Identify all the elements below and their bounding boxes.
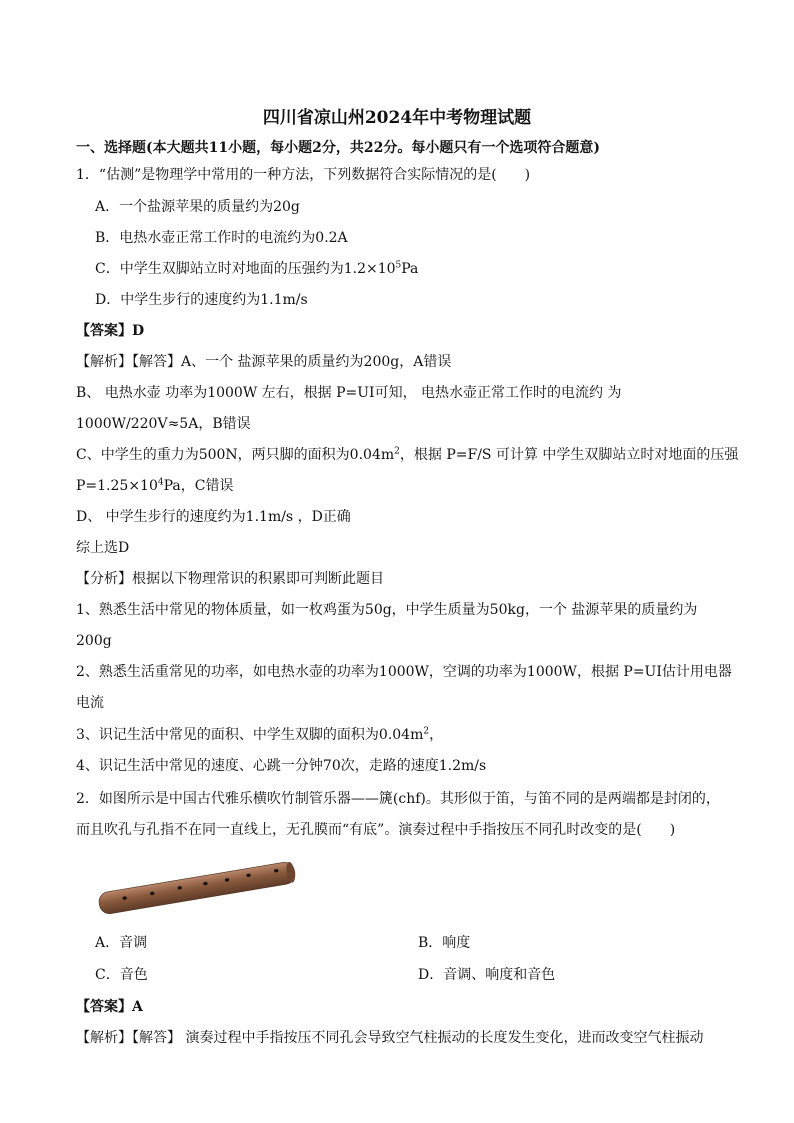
q2-option-a: A．音调 xyxy=(95,935,148,951)
q1-fenxi-area: 3、识记生活中常见的面积、中学生双脚的面积为0.04m xyxy=(76,727,424,743)
q1-analysis-line xyxy=(76,476,233,496)
chi-flute-image xyxy=(96,855,298,921)
q1-analysis-c1: C、中学生的重力为500N，两只脚的面积为0.04m xyxy=(76,447,395,463)
q1-fenxi-area-tail: ， xyxy=(429,727,444,743)
q2-answer: 【答案】A xyxy=(76,999,143,1015)
q1-option-a: A．一个盐源苹果的质量约为20g xyxy=(95,199,300,215)
q1-option-c xyxy=(95,259,418,279)
q1-option-c-exp: 5 xyxy=(395,260,402,271)
q1-fenxi-line: 2、熟悉生活重常见的功率，如电热水壶的功率为1000W，空调的功率为1000W，根据 P=UI估计用电器 xyxy=(76,664,732,680)
q2-option-d: D．音调、响度和音色 xyxy=(418,967,556,983)
page-title: 四川省凉山州2024年中考物理试题 xyxy=(262,108,532,128)
q2-option-c: C．音色 xyxy=(95,967,148,983)
q1-analysis-line: 综上选D xyxy=(76,540,130,556)
q2-analysis: 【解析】【解答】 演奏过程中手指按压不同孔会导致空气柱振动的长度发生变化，进而改变空气柱振动 xyxy=(76,1030,704,1046)
q1-analysis-line xyxy=(76,445,738,465)
q1-analysis-c2: P=1.25×10 xyxy=(76,478,158,494)
q1-analysis-c1-tail: ，根据 P=F/S 可计算 中学生双脚站立时对地面的压强 xyxy=(399,447,739,463)
q2-stem-line: 2．如图所示是中国古代雅乐横吹竹制管乐器——篪(chf)。其形似于笛，与笛不同的是两端都是封闭的， xyxy=(76,791,720,807)
q1-analysis-line: 1000W/220V≈5A，B错误 xyxy=(76,416,251,432)
q1-analysis-c2-tail: Pa，C错误 xyxy=(163,478,234,494)
q1-fenxi-line: 【分析】根据以下物理常识的积累即可判断此题目 xyxy=(76,571,384,587)
q2-stem-line: 而且吹孔与孔指不在同一直线上，无孔膜而“有底”。演奏过程中手指按压不同孔时改变的是( ) xyxy=(76,822,676,838)
q1-option-d: D．中学生步行的速度约为1.1m/s xyxy=(95,292,308,308)
q1-analysis-line: B、 电热水壶 功率为1000W 左右，根据 P=UI可知， 电热水壶正常工作时的电流约 为 xyxy=(76,385,622,401)
q1-analysis-c1-exp: 2 xyxy=(394,446,400,457)
q1-fenxi-area-exp: 2 xyxy=(423,726,430,737)
q1-answer: 【答案】D xyxy=(76,323,145,339)
q1-fenxi-line xyxy=(76,725,443,745)
q1-stem: 1．“估测”是物理学中常用的一种方法，下列数据符合实际情况的是( ) xyxy=(76,167,531,183)
q1-option-c-text: C．中学生双脚站立时对地面的压强约为1.2×10 xyxy=(95,261,396,277)
q1-fenxi-line: 200g xyxy=(76,633,112,649)
q1-analysis-line: 【解析】【解答】A、一个 盐源苹果的质量约为200g，A错误 xyxy=(76,354,452,370)
q1-fenxi-line: 4、识记生活中常见的速度、心跳一分钟70次，走路的速度1.2m/s xyxy=(76,758,487,774)
q1-option-b: B．电热水壶正常工作时的电流约为0.2A xyxy=(95,230,348,246)
q2-option-b: B．响度 xyxy=(418,935,471,951)
section-heading: 一、选择题(本大题共11小题，每小题2分，共22分。每小题只有一个选项符合题意) xyxy=(76,140,600,156)
q1-option-c-unit: Pa xyxy=(401,261,419,277)
q1-analysis-c2-exp: 4 xyxy=(157,477,164,488)
q1-analysis-line: D、 中学生步行的速度约为1.1m/s ，D正确 xyxy=(76,509,351,525)
q1-fenxi-line: 电流 xyxy=(76,695,104,711)
q1-fenxi-line: 1、熟悉生活中常见的物体质量，如一枚鸡蛋为50g，中学生质量为50kg，一个 盐源苹果的质量约为 xyxy=(76,602,698,618)
